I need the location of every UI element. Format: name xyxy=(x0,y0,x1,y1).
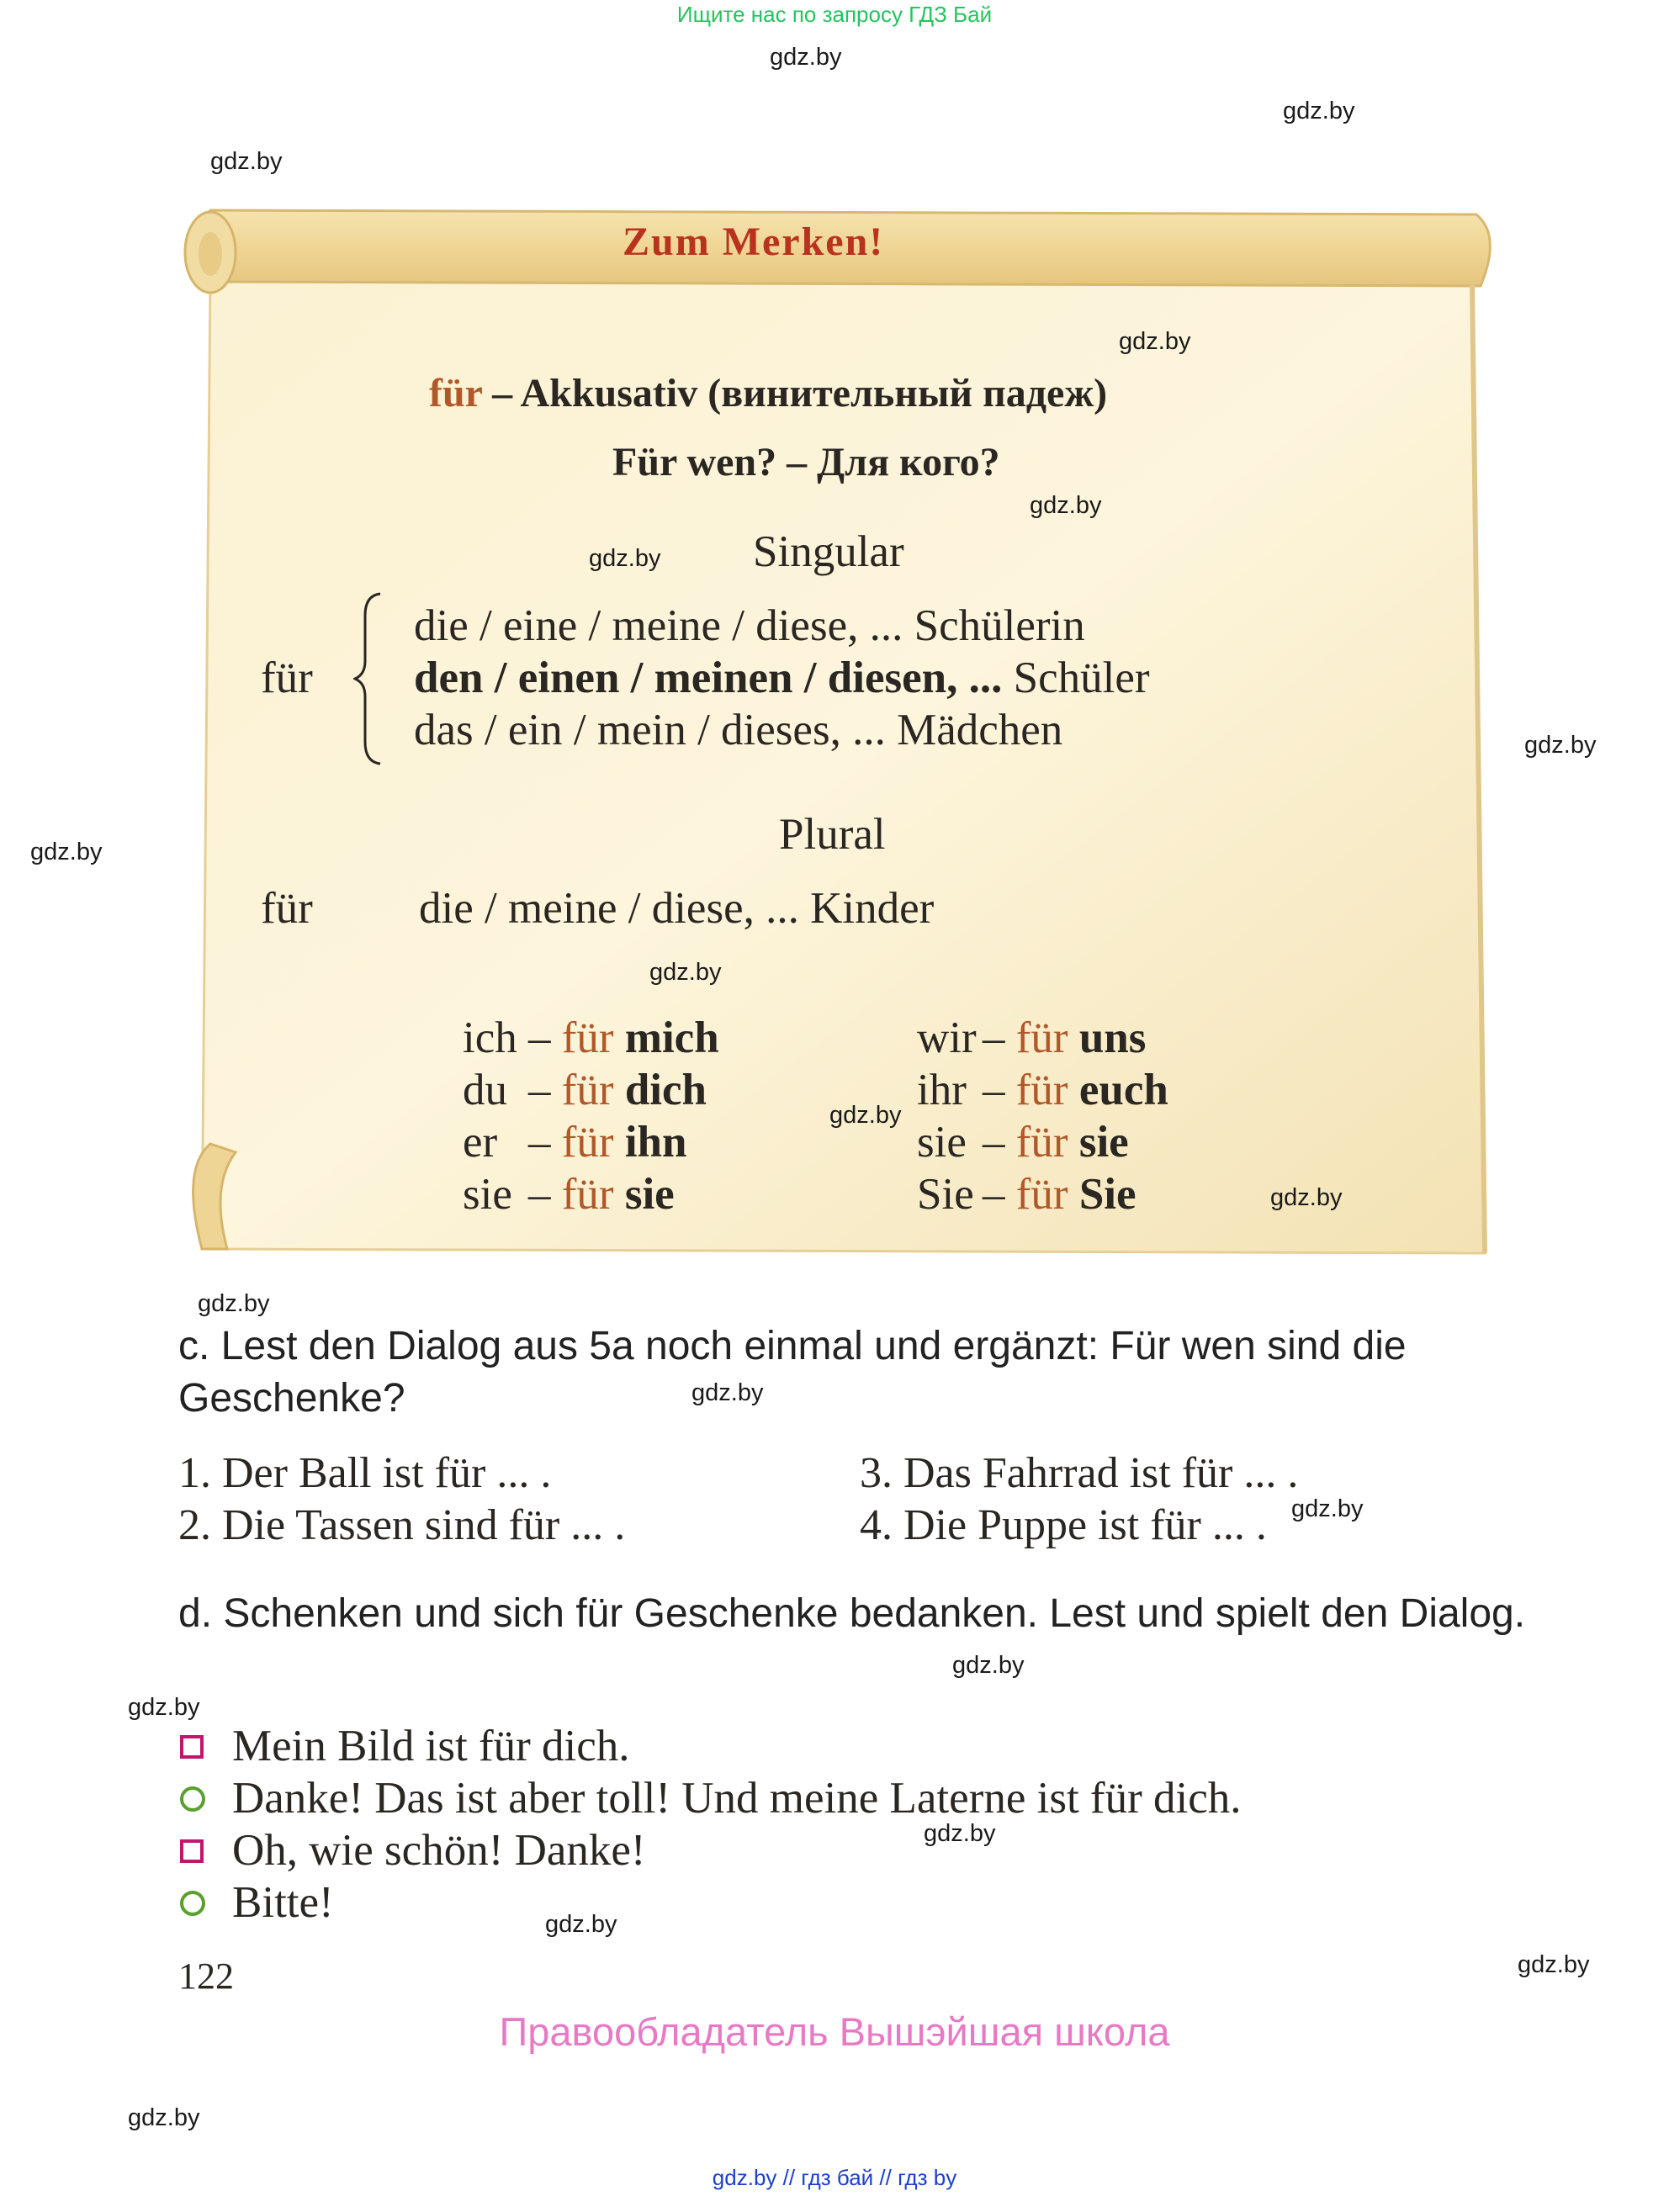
plural-prep: für xyxy=(261,884,313,933)
pronoun-row: er – für ihn xyxy=(463,1118,687,1167)
plural-row: die / meine / diese, ... Kinder xyxy=(419,884,935,933)
rule-text: – Akkusativ (винительный падеж) xyxy=(492,371,1108,415)
singular-row-feminine: die / eine / meine / diese, ... Schülerin xyxy=(414,601,1085,650)
exercise-item: 1. Der Ball ist für ... . xyxy=(178,1449,552,1497)
singular-row-neuter: das / ein / mein / dieses, ... Mädchen xyxy=(414,706,1063,754)
singular-prep: für xyxy=(261,654,313,702)
task-d-heading: d. Schenken und sich für Geschenke bedanken. Lest und spielt den Dialog. xyxy=(178,1591,1526,1636)
watermark: gdz.by xyxy=(1291,1495,1364,1522)
exercise-item: 3. Das Fahrrad ist für ... . xyxy=(860,1449,1299,1497)
exercise-item: 4. Die Puppe ist für ... . xyxy=(860,1501,1267,1549)
pronoun-row: ich – für mich xyxy=(463,1013,719,1062)
task-c-heading: c. Lest den Dialog aus 5a noch einmal und ergänzt: Für wen sind die Geschenke? xyxy=(178,1324,1407,1421)
watermark: gdz.by xyxy=(952,1652,1025,1679)
singular-label: Singular xyxy=(753,527,904,576)
watermark: gdz.by xyxy=(545,1911,617,1938)
watermark: gdz.by xyxy=(30,839,103,865)
dialog-line: Bitte! xyxy=(180,1877,334,1928)
pronoun-row: wir – für uns xyxy=(917,1013,1147,1062)
watermark: gdz.by xyxy=(1524,732,1597,759)
square-bullet-icon xyxy=(180,1839,204,1863)
watermark: gdz.by xyxy=(589,545,661,572)
footer-links[interactable]: gdz.by // гдз бай // гдз by xyxy=(712,2165,957,2190)
dialog-line: Oh, wie schön! Danke! xyxy=(180,1825,646,1876)
watermark: gdz.by xyxy=(198,1290,270,1317)
exercise-item: 2. Die Tassen sind für ... . xyxy=(178,1501,626,1549)
watermark: gdz.by xyxy=(691,1379,764,1406)
pronoun-row: ihr – für euch xyxy=(917,1066,1168,1114)
pronoun-row: sie – für sie xyxy=(917,1118,1129,1167)
dialog-line: Danke! Das ist aber toll! Und meine Laterne ist für dich. xyxy=(180,1773,1241,1823)
copyright-holder: Правообладатель Вышэйшая школа xyxy=(499,2009,1170,2054)
watermark: gdz.by xyxy=(128,1694,200,1721)
watermark: gdz.by xyxy=(924,1820,996,1847)
dialog-line: Mein Bild ist für dich. xyxy=(180,1721,630,1771)
circle-bullet-icon xyxy=(180,1891,205,1916)
scroll-title: Zum Merken! xyxy=(623,220,885,264)
curly-brace xyxy=(353,590,387,767)
watermark: gdz.by xyxy=(128,2104,200,2131)
circle-bullet-icon xyxy=(180,1786,205,1812)
pronoun-row: du – für dich xyxy=(463,1066,707,1114)
watermark: gdz.by xyxy=(649,959,722,986)
rule-prep: für xyxy=(429,371,483,415)
singular-row-masculine: den / einen / meinen / diesen, ... Schüler xyxy=(414,654,1150,702)
pronoun-row: sie – für sie xyxy=(463,1170,675,1219)
search-hint[interactable]: Ищите нас по запросу ГДЗ Бай xyxy=(676,2,993,27)
watermark: gdz.by xyxy=(1283,98,1355,124)
watermark: gdz.by xyxy=(1518,1951,1590,1978)
pronoun-row: Sie – für Sie xyxy=(917,1170,1137,1219)
watermark: gdz.by xyxy=(1030,492,1102,519)
plural-label: Plural xyxy=(779,810,886,859)
watermark: gdz.by xyxy=(829,1102,902,1129)
watermark: gdz.by xyxy=(1119,328,1191,355)
square-bullet-icon xyxy=(180,1735,204,1759)
watermark: gdz.by xyxy=(210,148,283,175)
rule-question: Für wen? – Для кого? xyxy=(612,440,1000,484)
rule-line xyxy=(429,370,1107,416)
page-number: 122 xyxy=(178,1955,234,1997)
watermark: gdz.by xyxy=(1270,1184,1343,1211)
watermark: gdz.by xyxy=(770,44,842,71)
